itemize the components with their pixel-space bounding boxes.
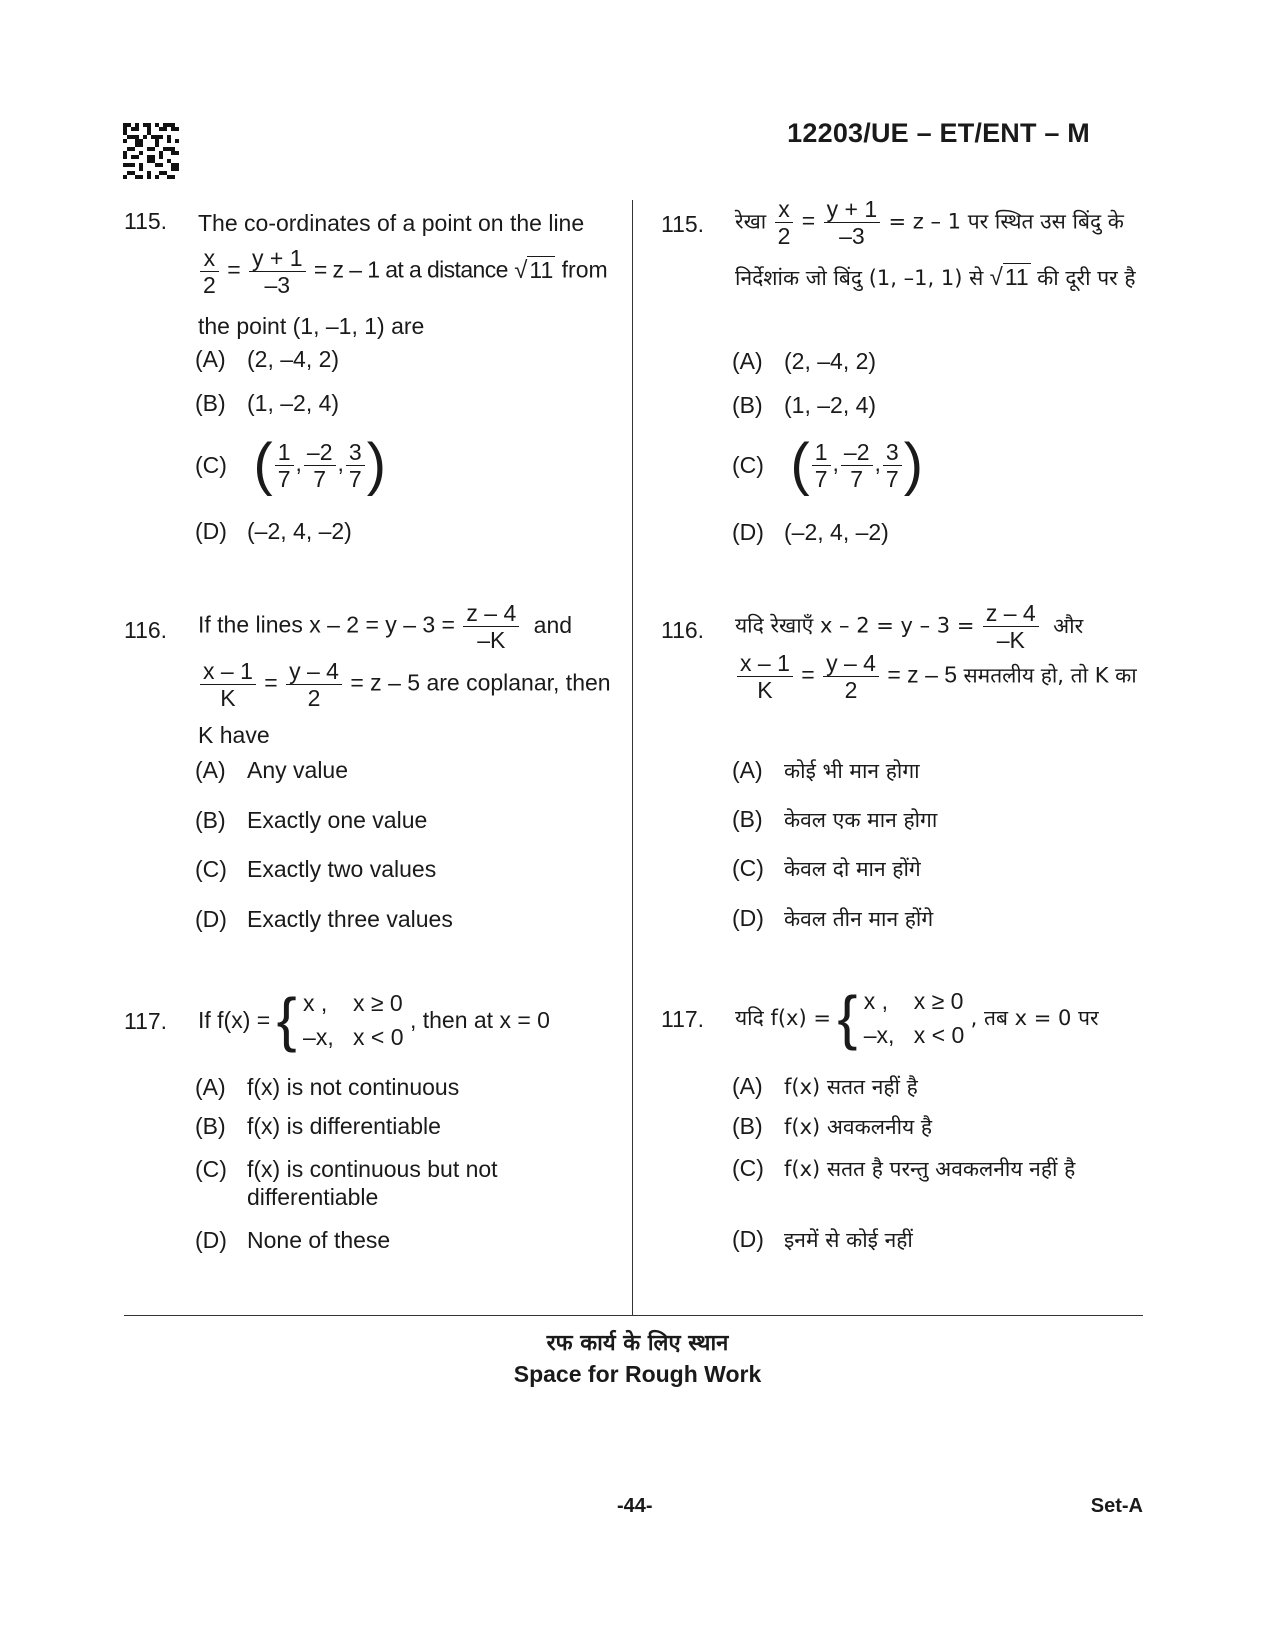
rough-work-label: Space for Rough Work [513, 1361, 762, 1387]
question-text: K have [198, 722, 270, 748]
fraction: $\frac{x}{2}$ [200, 245, 219, 298]
option-c: (C) Exactly two values [195, 856, 437, 882]
question-equation: $\frac{x - 1}{K}$ = $\frac{y - 4}{2}$ = z – 5 समतलीय हो, तो K का [735, 650, 1137, 703]
option-a: (A) (2, –4, 2) [195, 346, 340, 372]
option-c: (C) ( $\frac{1}{7}$ , $\frac{-2}{7}$ , $\frac{3}{7}$ ) [195, 432, 387, 497]
question-equation: $\frac{x - 1}{K}$ = $\frac{y - 4}{2}$ = z – 5 are coplanar, then [198, 658, 611, 711]
option-a: (A) f(x) is not continuous [195, 1074, 460, 1100]
option-a: (A) (2, –4, 2) [732, 348, 877, 374]
square-root: √11 [514, 256, 554, 284]
rough-work-label-hindi: रफ कार्य के लिए स्थान [546, 1331, 729, 1356]
fraction: $\frac{y + 1}{-3}$ [249, 245, 306, 298]
question-equation: यदि f(x) = { x , x ≥ 0 –x, x < 0 , तब x = 0 पर [735, 984, 1099, 1051]
footer-divider [124, 1315, 1143, 1316]
question-number: 116. [661, 617, 705, 643]
question-text: निर्देशांक जो बिंदु (1, –1, 1) से √11 की दूरी पर है [735, 264, 1136, 291]
qr-code [123, 123, 179, 179]
option-c: (C) f(x) is continuous but not differentiable [195, 1156, 498, 1210]
question-number: 117. [661, 1006, 705, 1032]
piecewise-function: x , x ≥ 0 –x, x < 0 [863, 988, 965, 1048]
option-a: (A) कोई भी मान होगा [732, 757, 920, 783]
question-number: 115. [124, 208, 168, 234]
option-a: (A) f(x) सतत नहीं है [732, 1073, 918, 1099]
column-divider [632, 200, 633, 1315]
question-number: 116. [124, 617, 168, 643]
option-c: (C) ( $\frac{1}{7}$ , $\frac{-2}{7}$ , $\frac{3}{7}$ ) [732, 432, 924, 497]
set-label: Set-A [1090, 1495, 1143, 1517]
piecewise-function: x , x ≥ 0 –x, x < 0 [303, 990, 404, 1050]
question-text: the point (1, –1, 1) are [198, 313, 425, 339]
question-equation: यदि रेखाएँ x – 2 = y – 3 = $\frac{z - 4}{-K}$ और [735, 600, 1084, 653]
option-b: (B) f(x) is differentiable [195, 1113, 441, 1139]
option-d: (D) None of these [195, 1227, 391, 1253]
option-d: (D) केवल तीन मान होंगे [732, 905, 934, 931]
option-b: (B) (1, –2, 4) [732, 392, 877, 418]
question-text: The co-ordinates of a point on the line [198, 210, 585, 236]
question-equation: If the lines x – 2 = y – 3 = $\frac{z - 4}{-K}$ and [198, 600, 573, 653]
question-equation: रेखा $\frac{x}{2}$ = $\frac{y + 1}{-3}$ = z – 1 पर स्थित उस बिंदु के [735, 196, 1124, 249]
page-number: -44- [617, 1495, 653, 1517]
option-a: (A) Any value [195, 757, 349, 783]
question-number: 117. [124, 1008, 168, 1034]
option-d: (D) (–2, 4, –2) [195, 518, 352, 544]
question-number: 115. [661, 211, 705, 237]
option-d: (D) Exactly three values [195, 906, 453, 932]
question-equation: If f(x) = { x , x ≥ 0 –x, x < 0 , then at x = 0 [198, 986, 550, 1053]
option-d: (D) (–2, 4, –2) [732, 519, 889, 545]
option-b: (B) (1, –2, 4) [195, 390, 340, 416]
option-b: (B) केवल एक मान होगा [732, 806, 938, 832]
option-d: (D) इनमें से कोई नहीं [732, 1226, 913, 1252]
option-c: (C) केवल दो मान होंगे [732, 855, 921, 881]
paper-code: 12203/UE – ET/ENT – M [787, 118, 1090, 148]
option-b: (B) f(x) अवकलनीय है [732, 1113, 933, 1139]
question-equation: $\frac{x}{2}$ = $\frac{y + 1}{-3}$ = z – 1 at a distance √11 from [198, 245, 608, 298]
option-c: (C) f(x) सतत है परन्तु अवकलनीय नहीं है [732, 1155, 1076, 1181]
option-b: (B) Exactly one value [195, 807, 428, 833]
